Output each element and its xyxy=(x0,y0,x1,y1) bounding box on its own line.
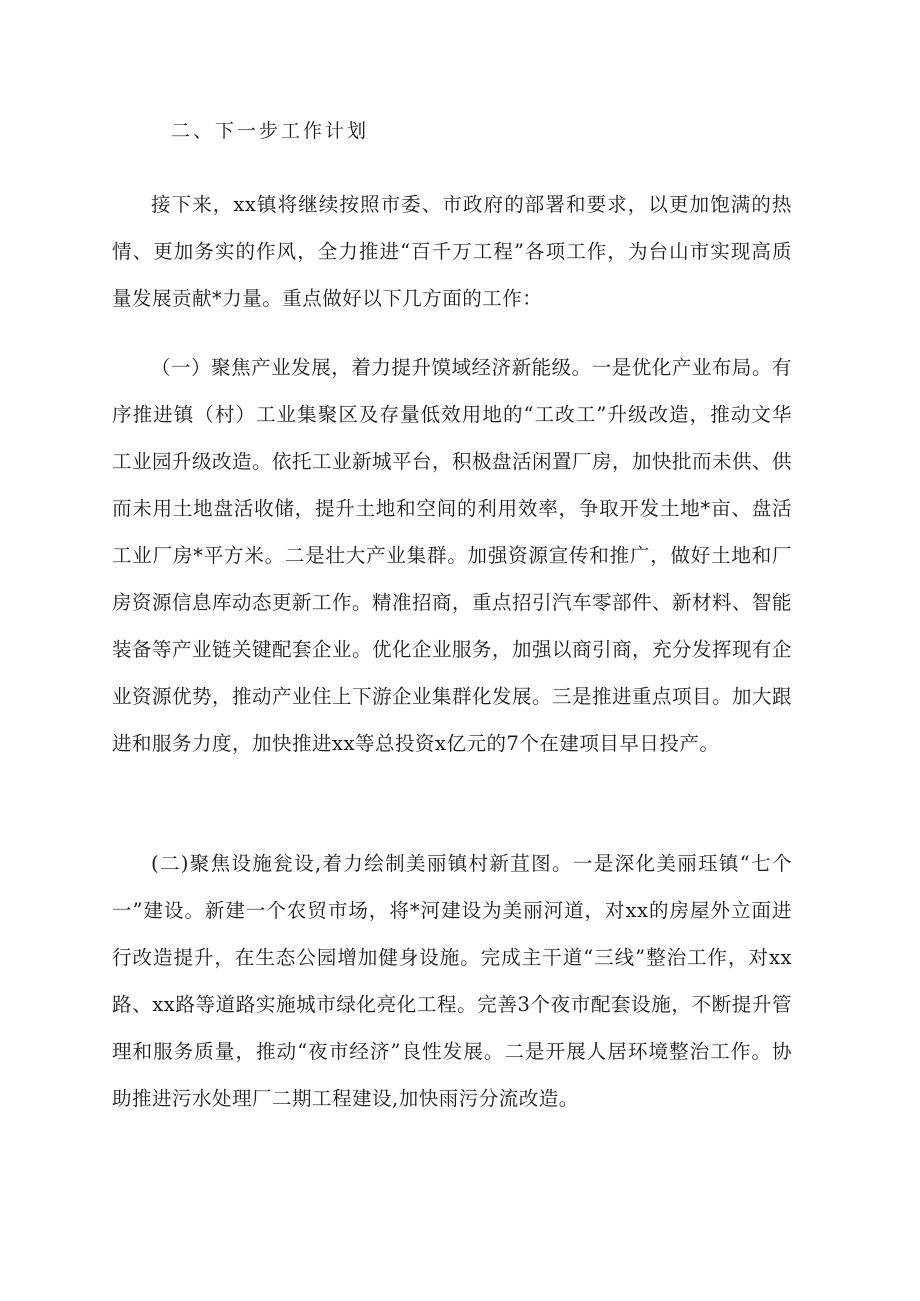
intro-paragraph: 接下来，xx镇将继续按照市委、市政府的部署和要求，以更加饱满的热情、更加务实的作风，全力推进“百千万工程”各项工作，为台山市实现高质量发展贡献*力量。重点做好以下几方面的工作： xyxy=(112,193,792,310)
industry-development-paragraph: （一）聚焦产业发展，着力提升馍域经济新能级。一是优化产业布局。有序推进镇（村）工业集聚区及存量低效用地的“工改工”升级改造，推动文华工业园升级改造。依托工业新城平台，积极盘活闲置厂房，加快批而未供、供而未用土地盘活收储，提升土地和空间的利用效率，争取开发土地*亩、盘活工业厂房*平方米。二是壮大产业集群。加强资源宣传和推广，做好土地和厂房资源信息库动态更新工作。精准招商，重点招引汽车零部件、新材料、智能装备等产业链关键配套企业。优化企业服务，加强以商引商，充分发挥现有企业资源优势，推动产业住上下游企业集群化发展。三是推进重点项目。加大跟进和服务力度，加快推进xx等总投资x亿元的7个在建项目早日投产。 xyxy=(112,356,793,755)
section-heading: 二、下一步工作计划 xyxy=(171,120,370,142)
infrastructure-paragraph: (二)聚焦设施瓮设,着力绘制美丽镇村新苴图。一是深化美丽珏镇“七个一”建设。新建一个农贸市场，将*河建设为美丽河道，对xx的房屋外立面进行改造提升，在生态公园增加健身设施。完成主干道“三线”整治工作，对xx路、xx路等道路实施城市绿化亮化工程。完善3个夜市配套设施，不断提升管理和服务质量，推动“夜市经济”良性发展。二是开展人居环境整治工作。协助推进污水处理厂二期工程建设,加快雨污分流改造。 xyxy=(112,852,792,1110)
